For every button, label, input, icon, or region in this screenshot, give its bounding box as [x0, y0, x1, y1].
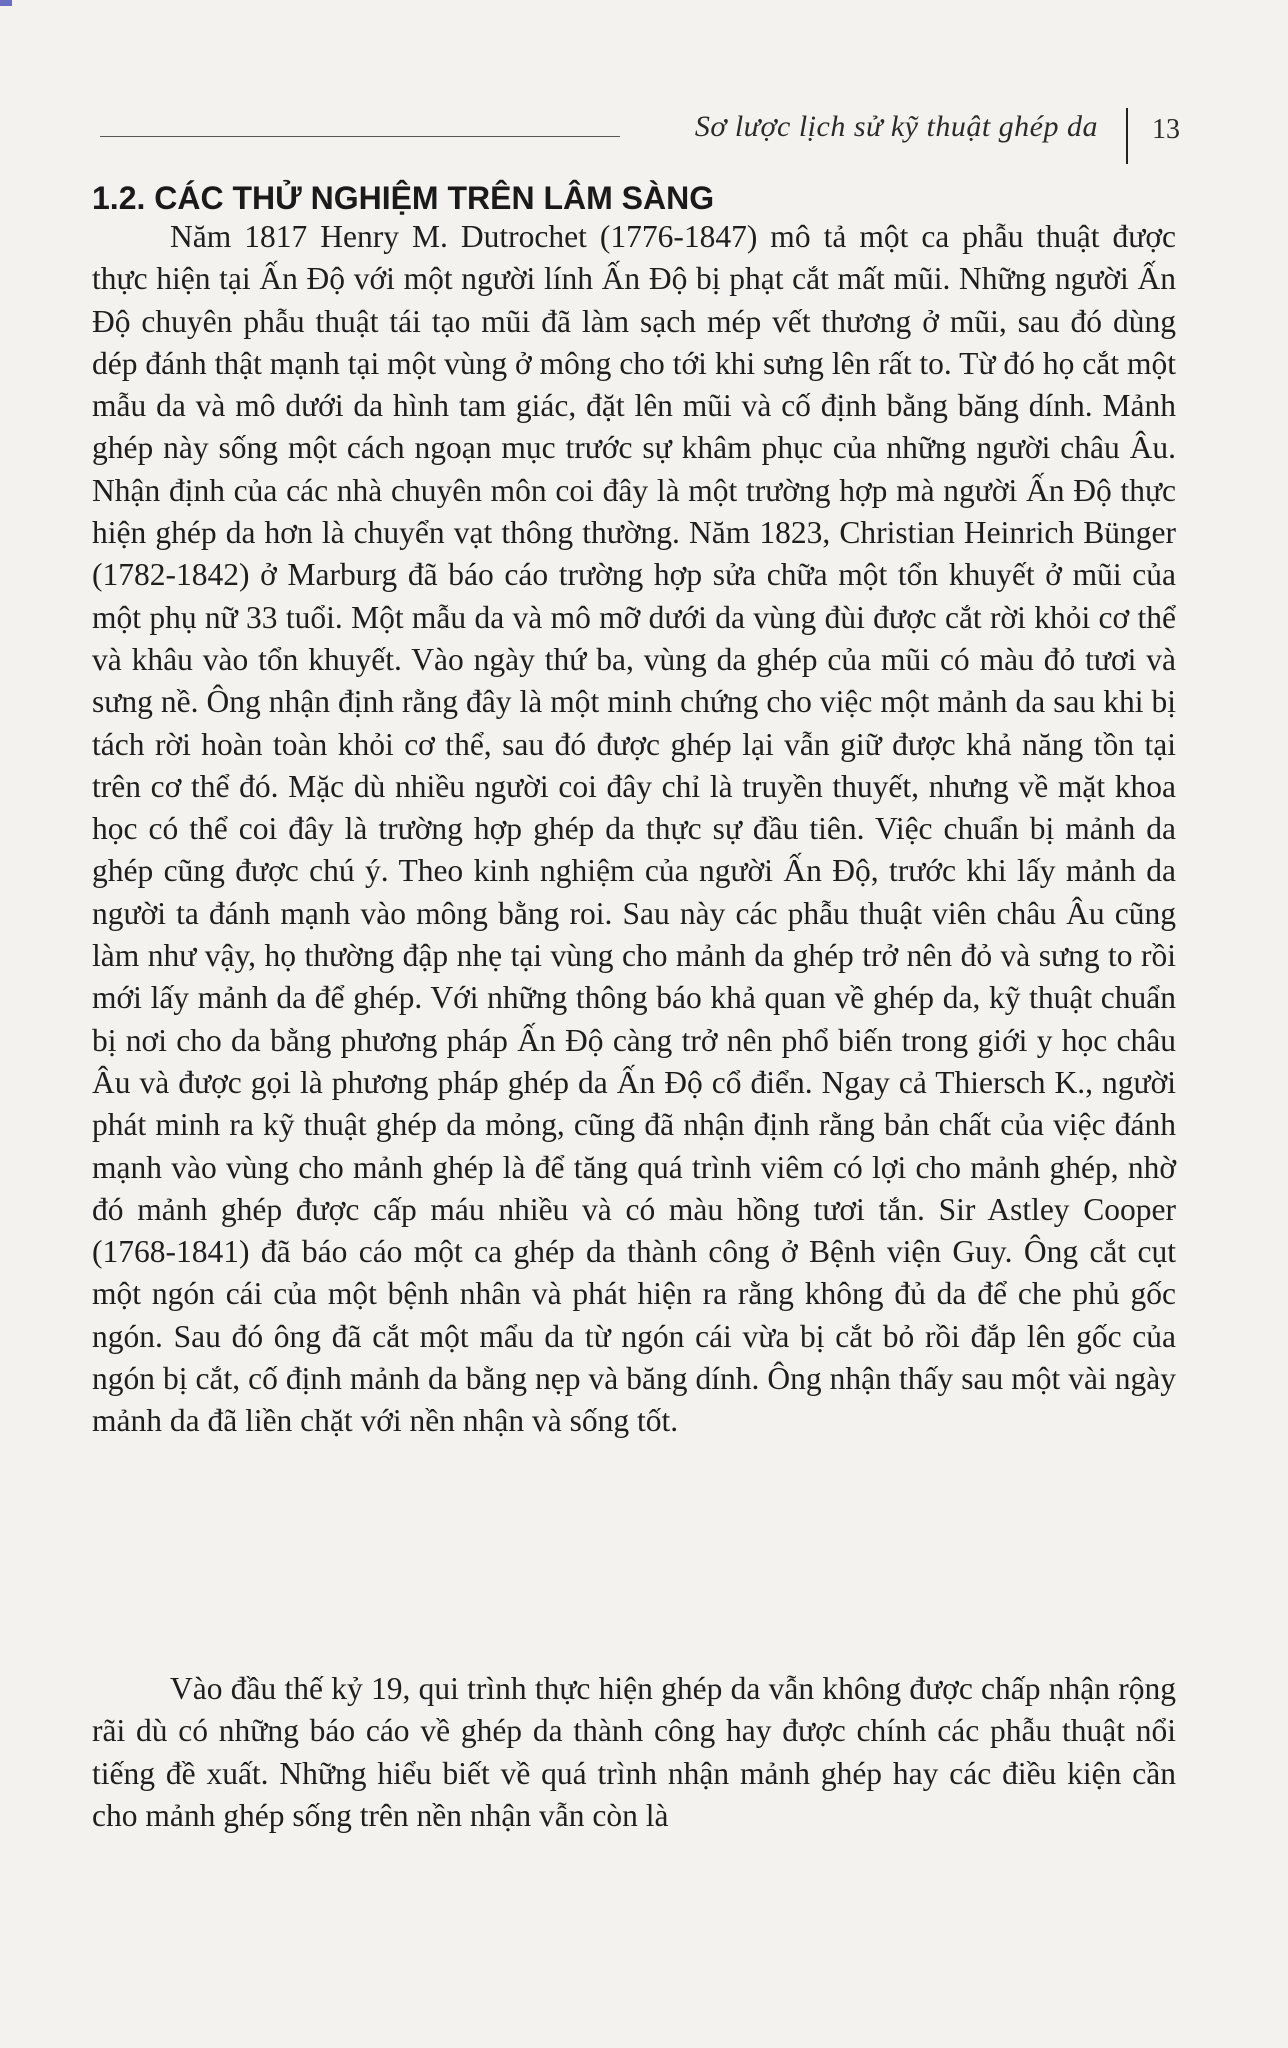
body-paragraph: Vào đầu thế kỷ 19, qui trình thực hiện ghép da vẫn không được chấp nhận rộng rãi dù có những báo cáo về ghép da thành công hay được chính các phẫu thuật nổi tiếng đề xuất. Những hiểu biết về quá trình nhận mảnh ghép hay các điều kiện cần cho mảnh ghép sống trên nền nhận vẫn còn là [92, 1671, 1176, 1833]
header-divider [1126, 108, 1128, 164]
page-number: 13 [1152, 114, 1180, 145]
scan-corner-mark [0, 0, 12, 6]
section-heading: 1.2. CÁC THỬ NGHIỆM TRÊN LÂM SÀNG [92, 180, 715, 216]
body-paragraph: Năm 1817 Henry M. Dutrochet (1776-1847) mô tả một ca phẫu thuật được thực hiện tại Ấn Độ với một người lính Ấn Độ bị phạt cắt mất mũi. Những người Ấn Độ chuyên phẫu thuật tái tạo mũi đã làm sạch mép vết thương ở mũi, sau đó dùng dép đánh thật mạnh tại một vùng ở mông cho tới khi sưng lên rất to. Từ đó họ cắt một mẫu da và mô dưới da hình tam giác, đặt lên mũi và cố định bằng băng dính. Mảnh ghép này sống một cách ngoạn mục trước sự khâm phục của những người châu Âu. Nhận định của các nhà chuyên môn coi đây là một trường hợp mà người Ấn Độ thực hiện ghép da hơn là chuyển vạt thông thường. Năm 1823, Christian Heinrich Bünger (1782-1842) ở Marburg đã báo cáo trường hợp sửa chữa một tổn khuyết ở mũi của một phụ nữ 33 tuổi. Một mẫu da và mô mỡ dưới da vùng đùi được cắt rời khỏi cơ thể và khâu vào tổn khuyết. Vào ngày thứ ba, vùng da ghép của mũi có màu đỏ tươi và sưng nề. Ông nhận định rằng đây là một minh chứng cho việc một mảnh da sau khi bị tách rời hoàn toàn khỏi cơ thể, sau đó được ghép lại vẫn giữ được khả năng tồn tại trên cơ thể đó. Mặc dù nhiều người coi đây chỉ là truyền thuyết, nhưng về mặt khoa học có thể coi đây là trường hợp ghép da thực sự đầu tiên. Việc chuẩn bị mảnh da ghép cũng được chú ý. Theo kinh nghiệm của người Ấn Độ, trước khi lấy mảnh da người ta đánh mạnh vào mông bằng roi. Sau này các phẫu thuật viên châu Âu cũng làm như vậy, họ thường đập nhẹ tại vùng cho mảnh da ghép trở nên đỏ và sưng to rồi mới lấy mảnh da để ghép. Với những thông báo khả quan về ghép da, kỹ thuật chuẩn bị nơi cho da bằng phương pháp Ấn Độ càng trở nên phổ biến trong giới y học châu Âu và được gọi là phương pháp ghép da Ấn Độ cổ điển. Ngay cả Thiersch K., người phát minh ra kỹ thuật ghép da mỏng, cũng đã nhận định rằng bản chất của việc đánh mạnh vào vùng cho mảnh ghép là để tăng quá trình viêm có lợi cho mảnh ghép, nhờ đó mảnh ghép được cấp máu nhiều và có màu hồng tươi tắn. Sir Astley Cooper (1768-1841) đã báo cáo một ca ghép da thành công ở Bệnh viện Guy. Ông cắt cụt một ngón cái của một bệnh nhân và phát hiện ra rằng không đủ da để che phủ gốc ngón. Sau đó ông đã cắt một mẩu da từ ngón cái vừa bị cắt bỏ rồi đắp lên gốc của ngón bị cắt, cố định mảnh da bằng nẹp và băng dính. Ông nhận thấy sau một vài ngày mảnh da đã liền chặt với nền nhận và sống tốt. [92, 219, 1176, 1439]
running-header [100, 108, 1180, 164]
running-title: Sơ lược lịch sử kỹ thuật ghép da [694, 110, 1098, 143]
header-rule [100, 136, 620, 137]
